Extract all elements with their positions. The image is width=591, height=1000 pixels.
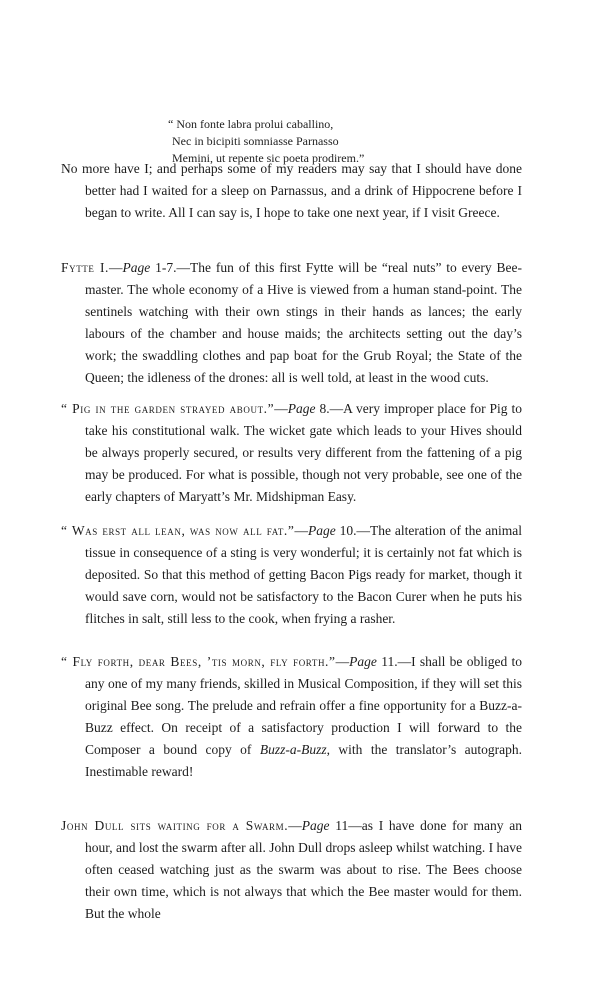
note-dash: — [109, 260, 123, 275]
epigraph-line: Nec in bicipiti somniasse Parnasso [172, 134, 339, 148]
note-heading: “ Was erst all lean, was now all fat.” [61, 523, 295, 538]
intro-paragraph [61, 158, 522, 224]
note-heading: Fytte I. [61, 260, 110, 275]
note-body: —The alteration of the animal tissue in consequence of a sting is very wonderful; it is certainly not fat which is deposited. So that this method of getting Bacon Pigs ready for market, though it would save corn, would not be satisfactory to the Bacon Curer when he puts his flitches in salt, still less to the cook, when frying a rasher. [85, 523, 522, 626]
page-number: 1-7. [150, 260, 177, 275]
note-heading: John Dull sits waiting for a Swarm. [61, 818, 289, 833]
note-body: —as I have done for many an hour, and lost the swarm after all. John Dull drops asleep whilst watching. I have often ceased watching just as the swarm was about to rise. The Bees choose their own time, which is not always that which the Bee master would for them. But the whole [85, 818, 523, 921]
page-ref: Page [287, 401, 316, 416]
page-ref: Page [122, 260, 151, 275]
note-body: —The fun of this first Fytte will be “real nuts” to every Bee-master. The whole economy of a Hive is viewed from a human stand-point. The sentinels watching with their own stings in their hands as lances; the early labours of the chamber and house maids; the architects setting out the day’s work; the swaddling clothes and pap boat for the Grub Royal; the State of the Queen; the idleness of the drones: all is well told, at least in the wood cuts. [85, 260, 522, 385]
note-lean-fat [61, 520, 522, 630]
note-dash: — [274, 401, 288, 416]
page-number: 11. [376, 654, 398, 669]
page-ref: Page [349, 654, 377, 669]
note-pig-in-garden [61, 398, 522, 508]
note-fly-forth [61, 651, 522, 783]
note-fytte-one [61, 257, 522, 389]
epigraph-line: Memini, ut repente sic poeta prodirem.” [172, 151, 365, 165]
note-heading: “ Pig in the garden strayed about.” [61, 401, 275, 416]
note-dash: — [294, 523, 308, 538]
note-body: , with the translator’s autograph. Inestimable reward! [85, 742, 522, 779]
epigraph-line: “ Non fonte labra prolui caballino, [168, 117, 334, 131]
page-number: 10. [335, 523, 357, 538]
page-number: 11 [329, 818, 349, 833]
page-ref: Page [307, 523, 336, 538]
note-john-dull [61, 815, 522, 925]
book-title: Buzz-a-Buzz [259, 742, 327, 757]
note-heading: “ Fly forth, dear Bees, ’tis morn, fly forth.” [61, 654, 336, 669]
note-dash: — [288, 818, 302, 833]
intro-text: No more have I; and perhaps some of my readers may say that I should have done better had I waited for a sleep on Parnassus, and a drink of Hippocrene before I began to write. All I can say is, I hope to take one next year, if I visit Greece. [61, 161, 522, 220]
note-dash: — [335, 654, 350, 669]
page-number: 8. [315, 401, 330, 416]
page-ref: Page [301, 818, 330, 833]
note-body: —I shall be obliged to any one of my many friends, skilled in Musical Composition, if they will set this original Bee song. The prelude and refrain offer a fine opportunity for a Buzz-a-Buzz effect. On receipt of a satisfactory production I will forward to the Composer a bound copy of [85, 654, 523, 757]
note-body: —A very improper place for Pig to take his constitutional walk. The wicket gate which leads to your Hives should be always properly secured, or results very different from the fattening of a pig may be produced. For what is possible, though not very probable, see one of the early chapters of Maryatt’s Mr. Midshipman Easy. [85, 401, 522, 504]
